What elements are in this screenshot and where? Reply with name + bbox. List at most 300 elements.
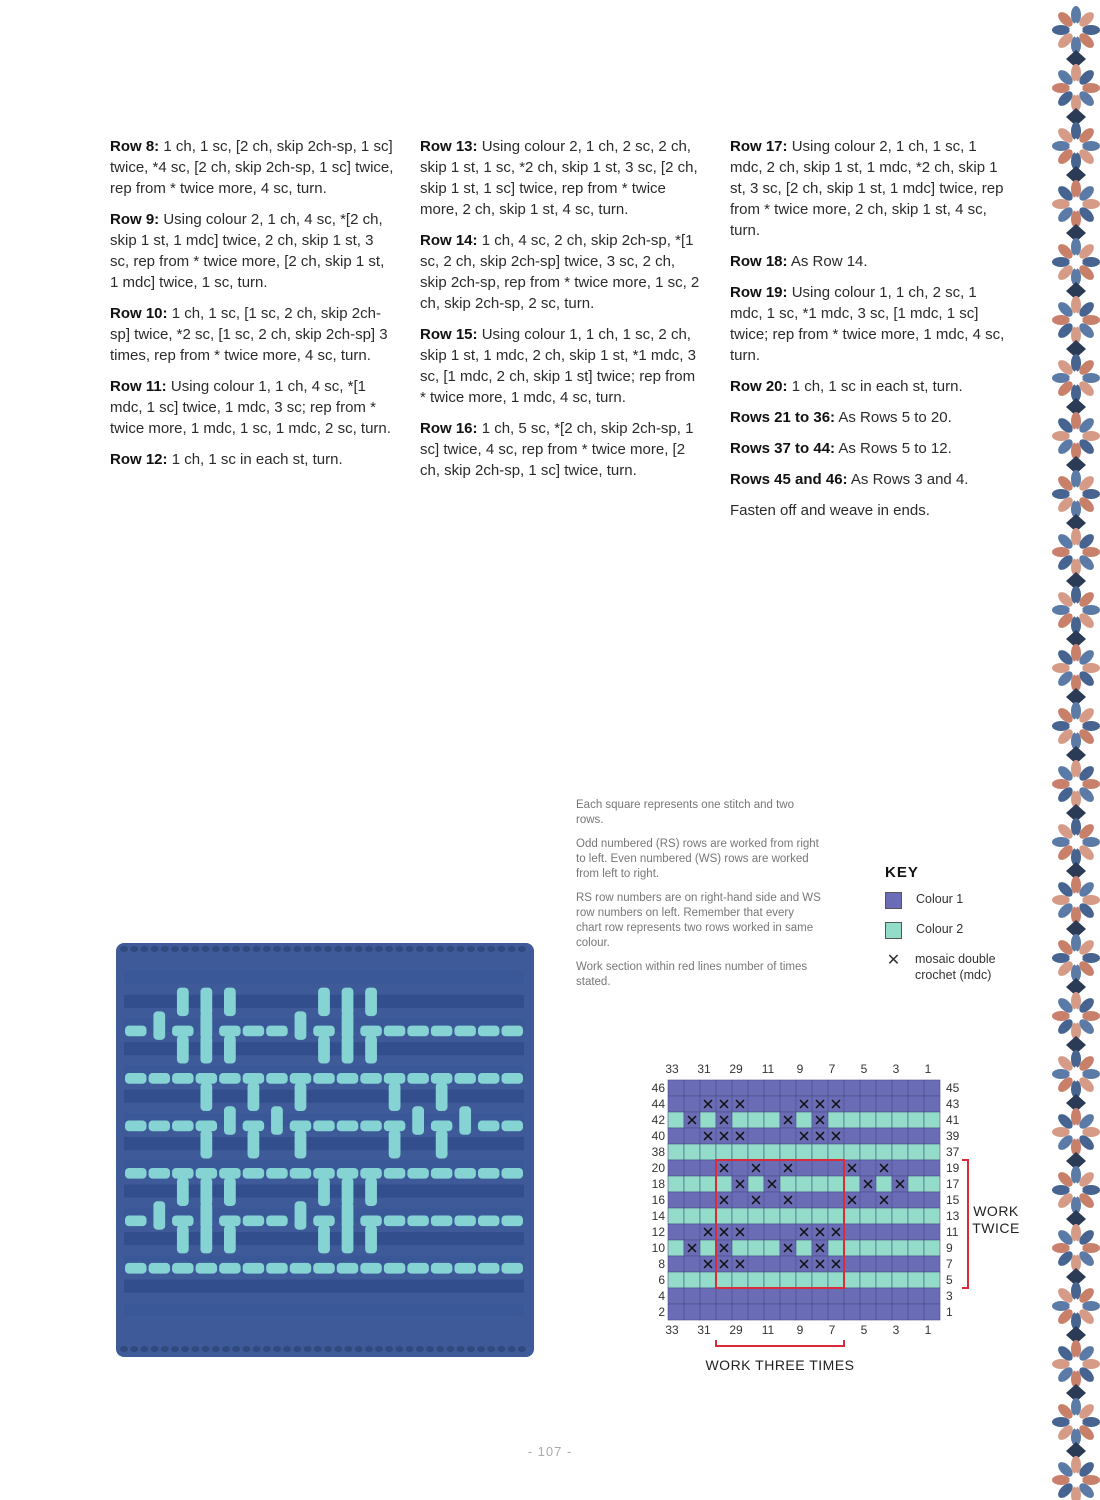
stitch <box>177 1035 189 1063</box>
chart-cell <box>700 1192 716 1208</box>
stitch-row <box>124 1137 524 1150</box>
row-instruction-text: 1 ch, 5 sc, *[2 ch, skip 2ch-sp, 1 sc] twice, 4 sc, rep from * twice more, [2 ch, skip 2ch-sp, 1 sc] twice, turn. <box>420 420 694 479</box>
stitch <box>219 1073 241 1084</box>
stitch <box>313 1168 335 1179</box>
stitch <box>365 1035 377 1063</box>
chart-cell <box>892 1288 908 1304</box>
chart-cell <box>796 1144 812 1160</box>
stitch <box>181 1346 189 1352</box>
chart-cell <box>892 1080 908 1096</box>
instruction-paragraph <box>730 376 1005 397</box>
stitch <box>295 1011 307 1039</box>
stitch <box>224 1035 236 1063</box>
stitch <box>389 1130 401 1158</box>
chart-cell <box>908 1208 924 1224</box>
chart-cell <box>780 1128 796 1144</box>
tile-motif <box>1052 644 1100 706</box>
chart-cell <box>828 1144 844 1160</box>
chart-cell <box>732 1192 748 1208</box>
chart-cell <box>908 1224 924 1240</box>
chart-cell <box>844 1208 860 1224</box>
chart-cell <box>892 1096 908 1112</box>
stitch <box>457 1346 465 1352</box>
instruction-paragraph <box>110 376 395 439</box>
row-instruction-text: Fasten off and weave in ends. <box>730 502 930 519</box>
chart-column-label: 29 <box>729 1062 743 1076</box>
chart-cell <box>812 1160 828 1176</box>
colour-2-label: Colour 2 <box>916 922 964 936</box>
row-label: Rows 37 to 44: <box>730 440 836 457</box>
key-title: KEY <box>885 864 919 881</box>
chart-cell <box>908 1272 924 1288</box>
chart-cell <box>684 1192 700 1208</box>
chart-column-label: 5 <box>860 1323 868 1337</box>
chart-cell <box>700 1304 716 1320</box>
chart-cell <box>748 1224 764 1240</box>
stitch <box>395 946 403 952</box>
stitch <box>313 1026 335 1037</box>
chart-column-label: 7 <box>828 1062 836 1076</box>
stitch <box>196 1073 218 1084</box>
stitch <box>337 1168 359 1179</box>
chart-cell <box>860 1192 876 1208</box>
chart-column-label: 7 <box>828 1323 836 1337</box>
chart-cell <box>844 1288 860 1304</box>
stitch <box>243 1121 265 1132</box>
chart-cell <box>716 1288 732 1304</box>
instruction-paragraph <box>730 407 1005 428</box>
tile-motif <box>1052 6 1100 68</box>
chart-cell <box>892 1272 908 1288</box>
stitch <box>324 1346 332 1352</box>
colour-2-swatch <box>885 922 902 939</box>
stitch <box>161 1346 169 1352</box>
chart-cell <box>844 1256 860 1272</box>
chart-cell <box>732 1288 748 1304</box>
chart-notes <box>576 798 821 999</box>
tile-motif <box>1052 992 1100 1054</box>
stitch <box>151 1346 159 1352</box>
chart-rs-row-label: 19 <box>946 1161 960 1175</box>
chart-cell <box>876 1080 892 1096</box>
stitch <box>436 1346 444 1352</box>
instruction-paragraph <box>730 469 1005 490</box>
chart-cell <box>892 1144 908 1160</box>
chart-rs-row-label: 1 <box>946 1305 953 1319</box>
stitch <box>253 1346 261 1352</box>
stitch <box>518 1346 526 1352</box>
stitch <box>304 946 312 952</box>
chart-cell <box>892 1304 908 1320</box>
stitch <box>295 1201 307 1229</box>
chart-cell <box>684 1176 700 1192</box>
chart-cell <box>924 1112 940 1128</box>
stitch <box>407 1263 429 1274</box>
stitch <box>172 1026 194 1037</box>
stitch <box>431 1073 453 1084</box>
chart-cell <box>668 1240 684 1256</box>
stitch <box>172 1073 194 1084</box>
chart-cell <box>860 1256 876 1272</box>
chart-cell <box>892 1112 908 1128</box>
row-label: Row 10: <box>110 305 168 322</box>
stitch <box>501 1168 523 1179</box>
key-row-colour-2 <box>885 921 1035 939</box>
chart-cell <box>700 1288 716 1304</box>
stitch <box>385 946 393 952</box>
stitch <box>266 1168 288 1179</box>
stitch <box>508 1346 516 1352</box>
chart-cell <box>908 1080 924 1096</box>
chart-cell <box>684 1272 700 1288</box>
chart-cell <box>780 1080 796 1096</box>
stitch <box>436 1130 448 1158</box>
chart-cell <box>732 1304 748 1320</box>
chart-cell <box>716 1144 732 1160</box>
instruction-paragraph <box>420 230 705 314</box>
stitch <box>196 1121 218 1132</box>
row-instruction-text: As Rows 3 and 4. <box>850 471 969 488</box>
stitch <box>416 946 424 952</box>
stitch <box>446 946 454 952</box>
chart-cell <box>844 1176 860 1192</box>
chart-cell <box>780 1288 796 1304</box>
chart-cell <box>780 1256 796 1272</box>
stitch <box>314 1346 322 1352</box>
tile-motif <box>1052 1224 1100 1286</box>
chart-column-label: 33 <box>665 1323 679 1337</box>
chart-column-label: 1 <box>924 1323 932 1337</box>
stitch <box>431 1121 453 1132</box>
tile-motif <box>1052 818 1100 880</box>
stitch <box>222 946 230 952</box>
chart-cell <box>764 1192 780 1208</box>
stitch <box>337 1263 359 1274</box>
stitch <box>125 1263 147 1274</box>
decorative-tile-border <box>1046 0 1100 1500</box>
chart-cell <box>684 1080 700 1096</box>
chart-cell <box>828 1160 844 1176</box>
chart-cell <box>764 1272 780 1288</box>
instruction-paragraph <box>730 438 1005 459</box>
chart-ws-row-label: 8 <box>658 1257 665 1271</box>
chart-cell <box>908 1288 924 1304</box>
stitch <box>497 946 505 952</box>
stitch <box>196 1263 218 1274</box>
stitch <box>389 1083 401 1111</box>
instruction-paragraph <box>420 136 705 220</box>
stitch <box>360 1073 382 1084</box>
chart-cell <box>764 1240 780 1256</box>
tile-motif <box>1052 296 1100 358</box>
chart-cell <box>860 1096 876 1112</box>
chart-cell <box>796 1080 812 1096</box>
chart-cell <box>764 1128 780 1144</box>
stitch <box>153 1201 165 1229</box>
stitch <box>384 1168 406 1179</box>
chart-cell <box>860 1112 876 1128</box>
chart-column-label: 9 <box>796 1323 804 1337</box>
stitch <box>446 1346 454 1352</box>
chart-cell <box>924 1192 940 1208</box>
chart-column-label: 33 <box>665 1062 679 1076</box>
chart-ws-row-label: 12 <box>651 1225 665 1239</box>
chart-cell <box>716 1304 732 1320</box>
stitch <box>314 946 322 952</box>
tile-motif <box>1052 64 1100 126</box>
chart-cell <box>876 1272 892 1288</box>
stitch <box>431 1026 453 1037</box>
chart-cell <box>844 1272 860 1288</box>
chart-cell <box>876 1240 892 1256</box>
stitch <box>431 1215 453 1226</box>
stitch <box>365 1346 373 1352</box>
note-text: RS row numbers are on right-hand side and WS row numbers on left. Remember that every chart row represents two rows worked in same colour. <box>576 892 821 949</box>
chart-cell <box>780 1144 796 1160</box>
stitch <box>149 1263 171 1274</box>
chart-cell <box>748 1208 764 1224</box>
row-label: Row 18: <box>730 253 788 270</box>
stitch <box>153 1011 165 1039</box>
row-instruction-text: 1 ch, 4 sc, 2 ch, skip 2ch-sp, *[1 sc, 2 ch, skip 2ch-sp] twice, 3 sc, 2 ch, skip 2ch-sp, rep from * twice more, 1 sc, 2 ch, skip 2ch-sp, 2 sc, turn. <box>420 232 700 312</box>
chart-ws-row-label: 6 <box>658 1273 665 1287</box>
tile-motif <box>1052 586 1100 648</box>
chart-ws-row-label: 2 <box>658 1305 665 1319</box>
stitch <box>263 946 271 952</box>
stitch <box>200 1225 212 1253</box>
stitch <box>243 1263 265 1274</box>
chart-cell <box>668 1208 684 1224</box>
chart-rs-row-label: 43 <box>946 1097 960 1111</box>
instruction-paragraph <box>730 136 1005 241</box>
stitch <box>478 1073 500 1084</box>
stitch <box>172 1215 194 1226</box>
stitch-row <box>124 1090 524 1103</box>
chart-cell <box>780 1304 796 1320</box>
chart-cell <box>796 1272 812 1288</box>
key-row-colour-1 <box>885 891 1035 909</box>
stitch <box>454 1215 476 1226</box>
stitch <box>248 1130 260 1158</box>
chart-ws-row-label: 4 <box>658 1289 665 1303</box>
chart-cell <box>876 1144 892 1160</box>
stitch <box>219 1263 241 1274</box>
chart-cell <box>892 1208 908 1224</box>
chart-column-label: 31 <box>697 1323 711 1337</box>
key-row-mdc <box>885 951 1035 983</box>
chart-cell <box>700 1144 716 1160</box>
tile-motif <box>1052 1282 1100 1344</box>
chart-cell <box>748 1112 764 1128</box>
chart-cell <box>908 1112 924 1128</box>
chart-rs-row-label: 41 <box>946 1113 960 1127</box>
stitch <box>395 1346 403 1352</box>
chart-cell <box>876 1128 892 1144</box>
chart-cell <box>860 1144 876 1160</box>
chart-cell <box>924 1176 940 1192</box>
mdc-cross-icon: ✕ <box>886 952 901 969</box>
chart-cell <box>732 1144 748 1160</box>
chart-cell <box>700 1272 716 1288</box>
stitch <box>191 1346 199 1352</box>
stitch <box>501 1026 523 1037</box>
chart-column-label: 31 <box>697 1062 711 1076</box>
stitch <box>290 1168 312 1179</box>
stitch <box>219 1215 241 1226</box>
row-instruction-text: 1 ch, 1 sc, [1 sc, 2 ch, skip 2ch-sp] twice, *2 sc, [1 sc, 2 ch, skip 2ch-sp] 3 times, rep from * twice more, 4 sc, turn. <box>110 305 388 364</box>
instruction-paragraph <box>420 324 705 408</box>
chart-cell <box>924 1080 940 1096</box>
stitch <box>130 1346 138 1352</box>
chart-column-label: 11 <box>761 1062 775 1076</box>
stitch <box>224 1225 236 1253</box>
chart-rs-row-label: 3 <box>946 1289 953 1303</box>
stitch <box>313 1263 335 1274</box>
chart-column-label: 5 <box>860 1062 868 1076</box>
stitch <box>334 946 342 952</box>
chart-cell <box>828 1192 844 1208</box>
stitch <box>384 1073 406 1084</box>
stitch <box>120 1346 128 1352</box>
row-label: Row 16: <box>420 420 478 437</box>
row-label: Row 19: <box>730 284 788 301</box>
chart-cell <box>780 1096 796 1112</box>
chart-cell <box>828 1240 844 1256</box>
chart-cell <box>860 1128 876 1144</box>
chart-cell <box>668 1128 684 1144</box>
chart-cell <box>700 1240 716 1256</box>
chart-rs-row-label: 37 <box>946 1145 960 1159</box>
stitch <box>342 1225 354 1253</box>
stitch <box>360 1026 382 1037</box>
chart-cell <box>876 1112 892 1128</box>
chart-cell <box>796 1112 812 1128</box>
stitch <box>125 1073 147 1084</box>
chart-cell <box>796 1176 812 1192</box>
instruction-paragraph <box>730 282 1005 366</box>
chart-cell <box>828 1080 844 1096</box>
stitch <box>224 988 236 1016</box>
chart-cell <box>908 1192 924 1208</box>
stitch <box>290 1073 312 1084</box>
stitch <box>337 1073 359 1084</box>
stitch <box>385 1346 393 1352</box>
chart-cell <box>684 1208 700 1224</box>
chart-cell <box>764 1096 780 1112</box>
row-label: Row 8: <box>110 138 160 155</box>
stitch <box>324 946 332 952</box>
chart-cell <box>908 1176 924 1192</box>
chart-cell <box>892 1160 908 1176</box>
tile-motif <box>1052 412 1100 474</box>
tile-motif <box>1052 1166 1100 1228</box>
chart-cell <box>700 1080 716 1096</box>
stitch <box>140 946 148 952</box>
chart-cell <box>700 1160 716 1176</box>
chart-cell <box>876 1288 892 1304</box>
chart-cell <box>748 1304 764 1320</box>
stitch <box>243 1073 265 1084</box>
stitch <box>172 1168 194 1179</box>
chart-cell <box>764 1224 780 1240</box>
row-instruction-text: Using colour 1, 1 ch, 2 sc, 1 mdc, 1 sc, *1 mdc, 3 sc, [1 mdc, 1 sc] twice; rep from * twice more, 1 mdc, 4 sc, turn. <box>730 284 1005 364</box>
stitch <box>271 1106 283 1134</box>
chart-rs-row-label: 45 <box>946 1081 960 1095</box>
stitch <box>355 946 363 952</box>
stitch <box>313 1215 335 1226</box>
stitch <box>222 1346 230 1352</box>
stitch <box>232 946 240 952</box>
chart-cell <box>908 1304 924 1320</box>
chart-cell <box>684 1160 700 1176</box>
stitch <box>224 1177 236 1205</box>
stitch <box>243 1026 265 1037</box>
chart-cell <box>844 1240 860 1256</box>
chart-cell <box>924 1128 940 1144</box>
tile-motif <box>1052 238 1100 300</box>
chart-cell <box>716 1176 732 1192</box>
chart-cell <box>876 1208 892 1224</box>
chart-cell <box>812 1288 828 1304</box>
row-label: Rows 45 and 46: <box>730 471 848 488</box>
stitch <box>501 1121 523 1132</box>
stitch <box>273 946 281 952</box>
row-label: Row 11: <box>110 378 167 395</box>
chart-cell <box>876 1224 892 1240</box>
instruction-paragraph <box>110 136 395 199</box>
chart-cell <box>684 1288 700 1304</box>
note-text: Work section within red lines number of times stated. <box>576 961 808 988</box>
row-instruction-text: As Row 14. <box>790 253 868 270</box>
stitch <box>295 1130 307 1158</box>
stitch <box>177 1177 189 1205</box>
row-instruction-text: 1 ch, 1 sc, [2 ch, skip 2ch-sp, 1 sc] twice, *4 sc, [2 ch, skip 2ch-sp, 1 sc] twice, rep from * twice more, 4 sc, turn. <box>110 138 394 197</box>
chart-ws-row-label: 40 <box>651 1129 665 1143</box>
stitch <box>344 1346 352 1352</box>
chart-cell <box>812 1208 828 1224</box>
stitch <box>202 1346 210 1352</box>
chart-rs-row-label: 13 <box>946 1209 960 1223</box>
instruction-paragraph <box>730 500 1005 521</box>
tile-motif <box>1052 1050 1100 1112</box>
tile-motif <box>1052 1456 1100 1500</box>
chart-cell <box>796 1192 812 1208</box>
stitch <box>426 1346 434 1352</box>
chart-cell <box>892 1192 908 1208</box>
chart-cell <box>876 1304 892 1320</box>
stitch <box>212 946 220 952</box>
stitch <box>454 1026 476 1037</box>
chart-cell <box>748 1256 764 1272</box>
chart-cell <box>748 1288 764 1304</box>
chart-cell <box>748 1096 764 1112</box>
row-label: Rows 21 to 36: <box>730 409 836 426</box>
row-instruction-text: 1 ch, 1 sc in each st, turn. <box>171 451 343 468</box>
stitch <box>171 1346 179 1352</box>
chart-cell <box>668 1192 684 1208</box>
stitch <box>304 1346 312 1352</box>
stitch <box>467 1346 475 1352</box>
stitch <box>318 1177 330 1205</box>
chart-cell <box>924 1096 940 1112</box>
chart-cell <box>924 1240 940 1256</box>
chart-cell <box>892 1224 908 1240</box>
note-text: Each square represents one stitch and two rows. <box>576 799 794 826</box>
instructions-column-3 <box>730 136 1005 531</box>
stitch <box>266 1263 288 1274</box>
chart-cell <box>732 1240 748 1256</box>
tile-motif <box>1052 1340 1100 1402</box>
